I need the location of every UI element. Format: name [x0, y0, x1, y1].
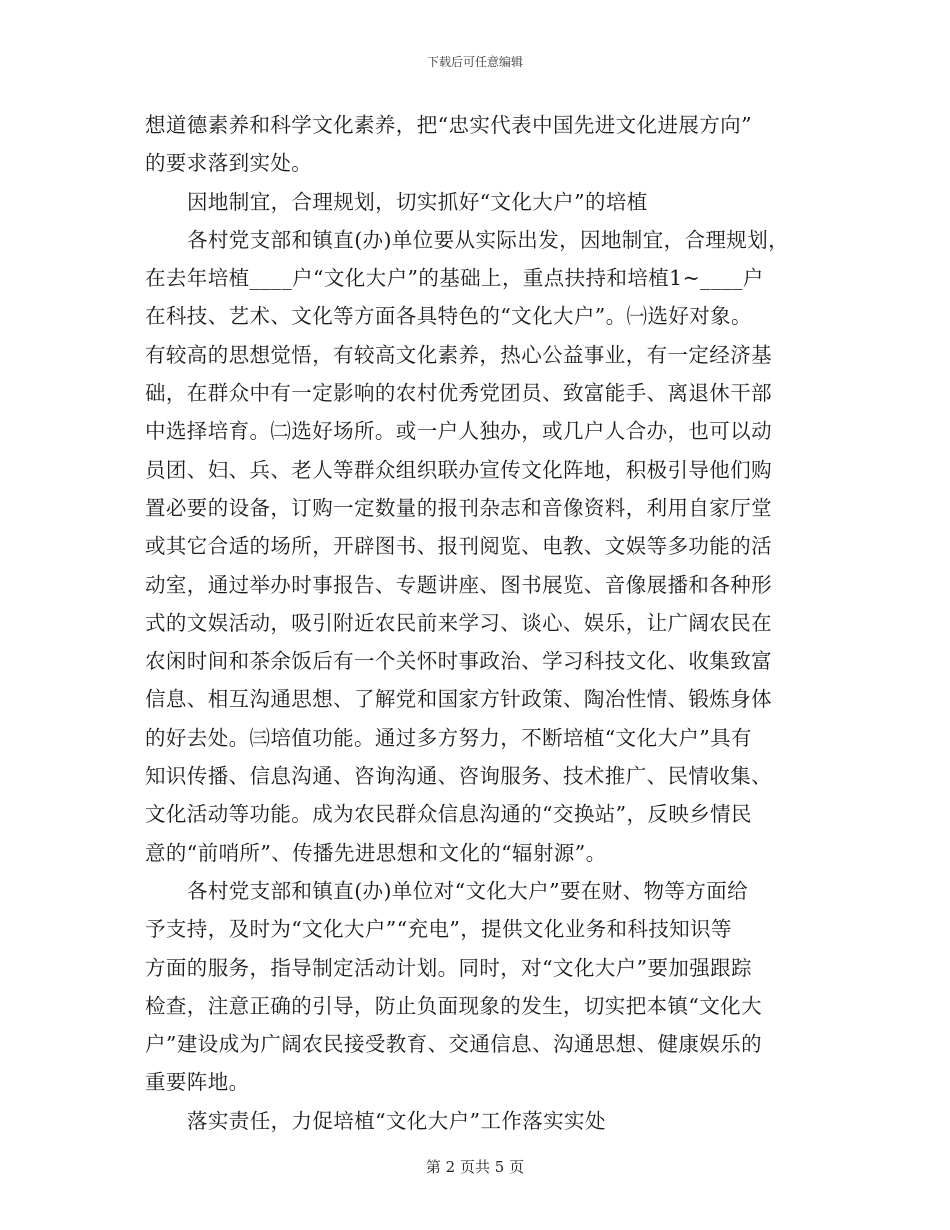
body-line: 员团、妇、兵、老人等群众组织联办宣传文化阵地，积极引导他们购 — [145, 457, 772, 482]
body-line: 在科技、艺术、文化等方面各具特色的“文化大户”。㈠选好对象。 — [145, 304, 752, 329]
page-number: 第 2 页共 5 页 — [425, 1158, 525, 1176]
body-line: 意的“前哨所”、传播先进思想和文化的“辐射源”。 — [145, 840, 607, 865]
body-line: 有较高的思想觉悟，有较高文化素养，热心公益事业，有一定经济基 — [145, 342, 772, 367]
section-heading: 落实责任，力促培植“文化大户”工作落实实处 — [187, 1108, 606, 1133]
body-line: 础，在群众中有一定影响的农村优秀党团员、致富能手、离退休干部 — [145, 381, 772, 406]
body-line: 各村党支部和镇直(办)单位要从实际出发，因地制宜，合理规划， — [187, 227, 789, 252]
section-heading: 因地制宜，合理规划，切实抓好“文化大户”的培植 — [187, 189, 648, 214]
body-line: 想道德素养和科学文化素养，把“忠实代表中国先进文化进展方向” — [145, 113, 752, 137]
body-line: 或其它合适的场所，开辟图书、报刊阅览、电教、文娱等多功能的活 — [145, 534, 772, 559]
body-line: 各村党支部和镇直(办)单位对“文化大户”要在财、物等方面给 — [187, 878, 749, 903]
body-line: 置必要的设备，订购一定数量的报刊杂志和音像资料，利用自家厅堂 — [145, 495, 772, 520]
body-line: 重要阵地。 — [145, 1070, 250, 1095]
body-line: 在去年培植____户“文化大户”的基础上，重点扶持和培植1~____户 — [145, 266, 764, 291]
body-line: 知识传播、信息沟通、咨询沟通、咨询服务、技术推广、民情收集、 — [145, 764, 772, 789]
body-line: 式的文娱活动，吸引附近农民前来学习、谈心、娱乐，让广阔农民在 — [145, 610, 772, 635]
body-line: 动室，通过举办时事报告、专题讲座、图书展览、音像展播和各种形 — [145, 572, 772, 597]
body-line: 农闲时间和茶余饭后有一个关怀时事政治、学习科技文化、收集致富 — [145, 649, 772, 674]
document-body — [145, 106, 813, 1140]
body-line: 方面的服务，指导制定活动计划。同时，对“文化大户”要加强跟踪 — [145, 955, 752, 980]
body-line: 的要求落到实处。 — [145, 151, 313, 176]
body-line: 户”建设成为广阔农民接受教育、交通信息、沟通思想、健康娱乐的 — [145, 1032, 762, 1057]
body-line: 中选择培育。㈡选好场所。或一户人独办，或几户人合办，也可以动 — [145, 419, 772, 444]
body-line: 的好去处。㈢培值功能。通过多方努力，不断培植“文化大户”具有 — [145, 725, 752, 750]
body-line: 检查，注意正确的引导，防止负面现象的发生，切实把本镇“文化大 — [145, 993, 762, 1018]
page-header-note: 下载后可任意编辑 — [426, 55, 523, 69]
body-line: 信息、相互沟通思想、了解党和国家方针政策、陶冶性情、锻炼身体 — [145, 687, 772, 712]
body-line: 予支持，及时为“文化大户”“充电”，提供文化业务和科技知识等 — [145, 917, 732, 942]
body-line: 文化活动等功能。成为农民群众信息沟通的“交换站”，反映乡情民 — [145, 802, 752, 827]
